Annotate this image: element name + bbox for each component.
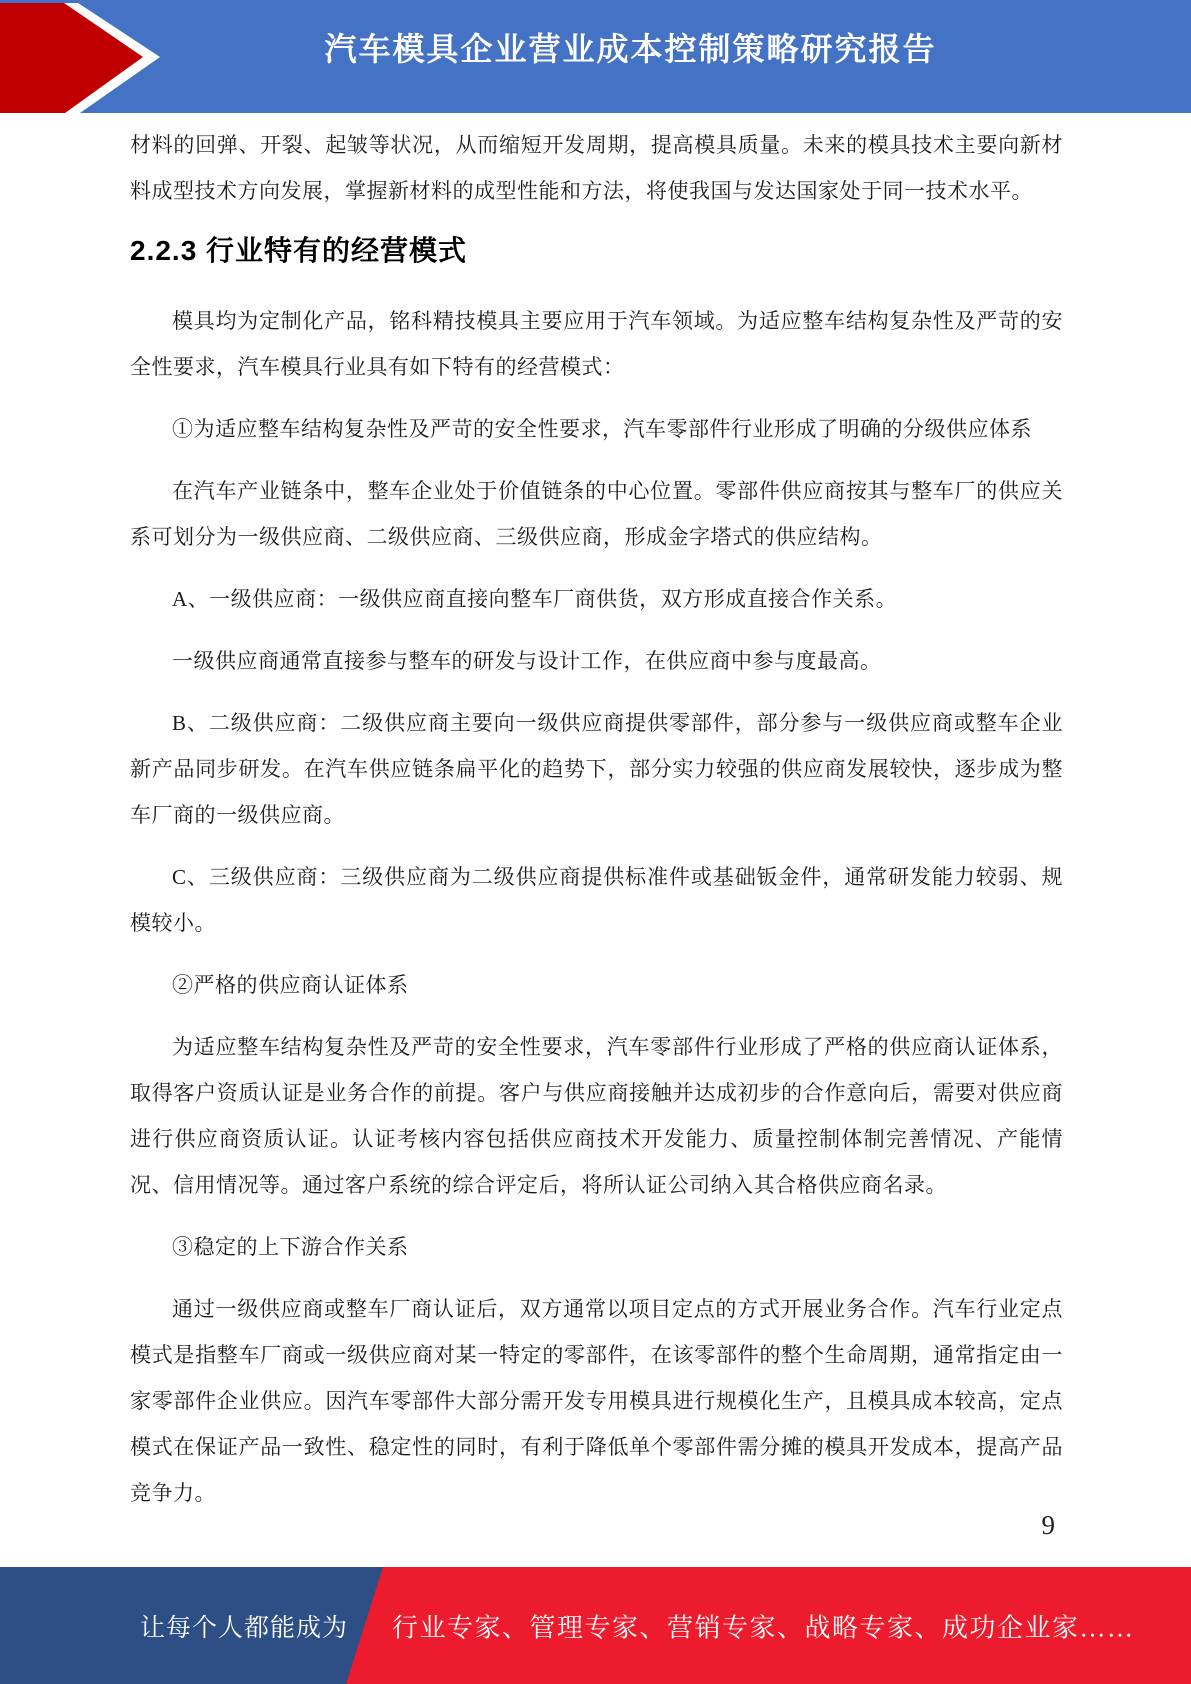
page-footer	[0, 1567, 1191, 1684]
footer-slogan-left: 让每个人都能成为	[140, 1614, 349, 1642]
paragraph: 模具均为定制化产品，铭科精技模具主要应用于汽车领域。为适应整车结构复杂性及严苛的安全性要求，汽车模具行业具有如下特有的经营模式：	[130, 309, 1063, 379]
paragraph: 材料的回弹、开裂、起皱等状况，从而缩短开发周期，提高模具质量。未来的模具技术主要向新材料成型技术方向发展，掌握新材料的成型性能和方法，将使我国与发达国家处于同一技术水平。	[130, 133, 1063, 203]
paragraph: ①为适应整车结构复杂性及严苛的安全性要求，汽车零部件行业形成了明确的分级供应体系	[172, 417, 1032, 441]
paragraph: A、一级供应商：一级供应商直接向整车厂商供货，双方形成直接合作关系。	[172, 587, 898, 611]
paragraph: ②严格的供应商认证体系	[172, 973, 409, 997]
paragraph: 通过一级供应商或整车厂商认证后，双方通常以项目定点的方式开展业务合作。汽车行业定点模式是指整车厂商或一级供应商对某一特定的零部件，在该零部件的整个生命周期，通常指定由一家零部件企业供应。因汽车零部件大部分需开发专用模具进行规模化生产，且模具成本较高，定点模式在保证产品一致性、稳定性的同时，有利于降低单个零部件需分摊的模具开发成本，提高产品竞争力。	[130, 1297, 1063, 1505]
page-number: 9	[1041, 1510, 1055, 1540]
section-heading: 2.2.3 行业特有的经营模式	[130, 235, 468, 266]
paragraph: C、三级供应商：三级供应商为二级供应商提供标准件或基础钣金件，通常研发能力较弱、规模较小。	[130, 865, 1063, 935]
footer-slogan-right: 行业专家、管理专家、营销专家、战略专家、成功企业家……	[392, 1613, 1135, 1642]
page-header	[0, 0, 1191, 113]
page-body	[130, 122, 1063, 1532]
report-title: 汽车模具企业营业成本控制策略研究报告	[324, 30, 937, 67]
paragraph: 为适应整车结构复杂性及严苛的安全性要求，汽车零部件行业形成了严格的供应商认证体系，取得客户资质认证是业务合作的前提。客户与供应商接触并达成初步的合作意向后，需要对供应商进行供应商资质认证。认证考核内容包括供应商技术开发能力、质量控制体制完善情况、产能情况、信用情况等。通过客户系统的综合评定后，将所认证公司纳入其合格供应商名录。	[130, 1035, 1063, 1197]
paragraph: ③稳定的上下游合作关系	[172, 1235, 409, 1259]
paragraph: 一级供应商通常直接参与整车的研发与设计工作，在供应商中参与度最高。	[172, 649, 882, 673]
paragraph: B、二级供应商：二级供应商主要向一级供应商提供零部件，部分参与一级供应商或整车企业新产品同步研发。在汽车供应链条扁平化的趋势下，部分实力较强的供应商发展较快，逐步成为整车厂商的一级供应商。	[130, 711, 1063, 827]
paragraph: 在汽车产业链条中，整车企业处于价值链条的中心位置。零部件供应商按其与整车厂的供应关系可划分为一级供应商、二级供应商、三级供应商，形成金字塔式的供应结构。	[130, 479, 1063, 549]
